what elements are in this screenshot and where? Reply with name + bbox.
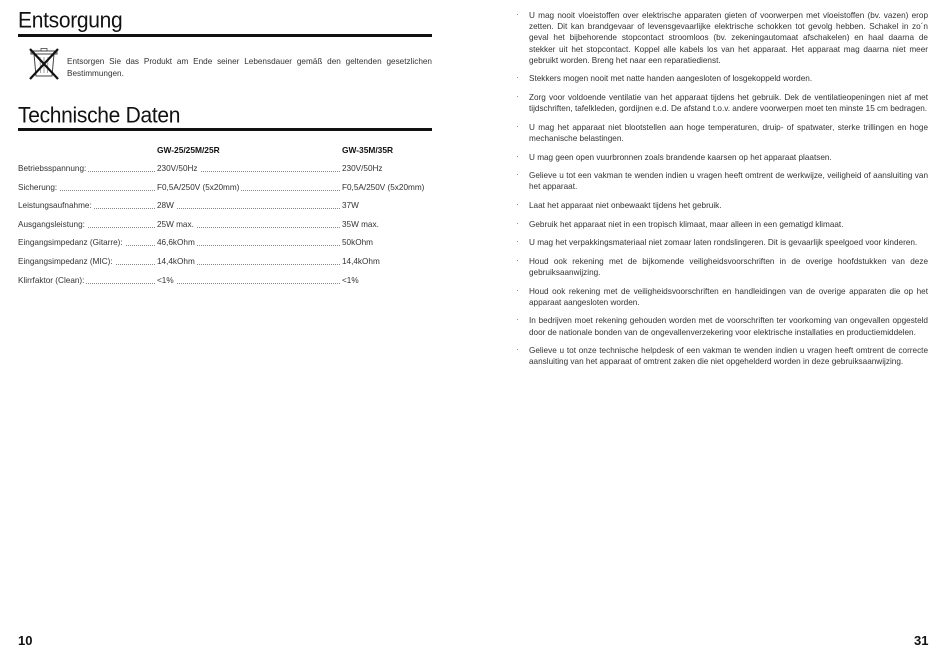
bullet-icon: · [516,170,519,180]
safety-list [514,10,928,368]
spec-column-header: GW-25/25M/25R [157,145,220,155]
list-item [514,122,928,144]
spec-value: 46,6kOhm [157,238,195,247]
disposal-text: Entsorgen Sie das Produkt am Ende seiner Lebensdauer gemäß den geltenden gesetzlichen Bestimmungen. [67,57,432,78]
heading-rule [18,128,432,131]
list-item [514,170,928,192]
spec-value: F0,5A/250V (5x20mm) [342,183,425,192]
spec-value: F0,5A/250V (5x20mm) [157,183,240,192]
heading-specs: Technische Daten [18,103,181,128]
bullet-icon: · [516,92,519,101]
spec-row [18,200,432,212]
spec-label: Klirrfaktor (Clean): [18,276,85,285]
bullet-icon: · [516,315,519,325]
disposal-section [18,45,432,85]
bullet-icon: · [516,237,519,247]
spec-value: 25W max. [157,220,194,229]
spec-value: 37W [342,201,359,210]
spec-row [18,275,432,287]
spec-label: Sicherung: [18,183,58,192]
spec-label: Eingangsimpedanz (MIC): [18,257,113,266]
spec-value: <1% [157,276,174,285]
list-item [514,10,928,66]
spec-value: 230V/50Hz [157,164,198,173]
bullet-icon: · [516,255,519,265]
list-item-text: Gelieve u tot een vakman te wenden indien u vragen heeft omtrent de werkwijze, veiligheid of aansluiting van het apparaat. [529,171,928,192]
spec-value: 28W [157,201,174,210]
bullet-icon: · [516,10,519,19]
list-item-text: U mag het apparaat niet blootstellen aan hoge temperaturen, druip- of spatwater, sterke trillingen en hoge mechanische belastingen. [529,122,928,143]
spec-row [18,182,432,194]
bullet-icon: · [516,73,519,83]
page-number-right: 31 [914,633,929,648]
list-item [514,200,928,211]
crossed-out-bin-icon [26,45,62,81]
spec-value: 50kOhm [342,238,373,247]
spec-label: Ausgangsleistung: [18,220,85,229]
list-item-text: Gebruik het apparaat niet in een tropisch klimaat, maar alleen in een gematigd klimaat. [529,219,844,229]
spec-row [18,237,432,249]
bullet-icon: · [516,285,519,295]
spec-value: <1% [342,276,359,285]
list-item-text: Stekkers mogen nooit met natte handen aangesloten of losgekoppeld worden. [529,74,813,84]
spec-label: Leistungsaufnahme: [18,201,92,210]
spec-row [18,163,432,175]
list-item-text: In bedrijven moet rekening gehouden worden met de voorschriften ter voorkoming van ongevallen opgesteld door de nationale bonden van de ongevallenverzekering voor elektrische installaties en productiemiddelen. [529,316,928,337]
bullet-icon: · [516,345,519,355]
list-item-text: U mag het verpakkingsmateriaal niet zomaar laten rondslingeren. Dit is gevaarlijk speelgoed voor kinderen. [529,238,918,248]
list-item [514,286,928,308]
list-item [514,237,928,248]
list-item [514,345,928,367]
spec-row [18,256,432,268]
list-item-text: U mag geen open vuurbronnen zoals brandende kaarsen op het apparaat plaatsen. [529,152,832,162]
spec-value: 14,4kOhm [342,257,380,266]
list-item-text: Houd ook rekening met de veiligheidsvoorschriften en handleidingen van de overige apparaten die op het apparaat aangesloten worden. [529,286,928,307]
spec-label: Betriebsspannung: [18,164,87,173]
bullet-icon: · [516,218,519,228]
list-item-text: Houd ook rekening met de bijkomende veiligheidsvoorschriften in de overige hoofdstukken van deze gebruiksaanwijzing. [529,256,928,277]
heading-disposal: Entsorgung [18,8,123,33]
list-item [514,219,928,230]
list-item-text: Laat het apparaat niet onbewaakt tijdens het gebruik. [529,200,722,210]
right-page [514,10,928,375]
list-item [514,92,928,114]
spec-value: 35W max. [342,220,379,229]
heading-rule [18,34,432,37]
list-item [514,152,928,163]
bullet-icon: · [516,199,519,209]
list-item [514,315,928,337]
list-item-text: U mag nooit vloeistoffen over elektrische apparaten gieten of voorwerpen met vloeistoffen (bv. vazen) erop zetten. Dit kan brandgevaar of levensgevaarlijke elektrische schokken tot gevolg hebben. Schakel in zo´n geval het bijbehorende stopcontact stroomloos (bv. zekeningautomaat afschakelen) en haal daarna de stekker uit het stopcontact. Koppel alle kabels los van het apparaat. Het apparaat mag daarna niet meer gebruikt worden. Breng het naar een reparatiedienst. [529,11,928,65]
page-number-left: 10 [18,633,33,648]
spec-row [18,219,432,231]
list-item-text: Zorg voor voldoende ventilatie van het apparaat tijdens het gebruik. Dek de ventilatieopeningen niet af met tijdschriften, tafelkleden, gordijnen e.d. De afstand t.o.v. andere voorwerpen moet ten minste 15 cm bedragen. [529,93,928,114]
list-item [514,256,928,278]
spec-label: Eingangsimpedanz (Gitarre): [18,238,123,247]
list-item [514,73,928,84]
spec-value: 14,4kOhm [157,257,195,266]
spec-column-header: GW-35M/35R [342,145,394,155]
bullet-icon: · [516,151,519,161]
spec-value: 230V/50Hz [342,164,383,173]
list-item-text: Gelieve u tot onze technische helpdesk of een vakman te wenden indien u vragen heeft omtrent de correcte aansluiting van het apparaat of omtrent zaken die niet opgehelderd worden in deze gebruiksaanwijzing. [529,346,928,367]
bullet-icon: · [516,121,519,131]
